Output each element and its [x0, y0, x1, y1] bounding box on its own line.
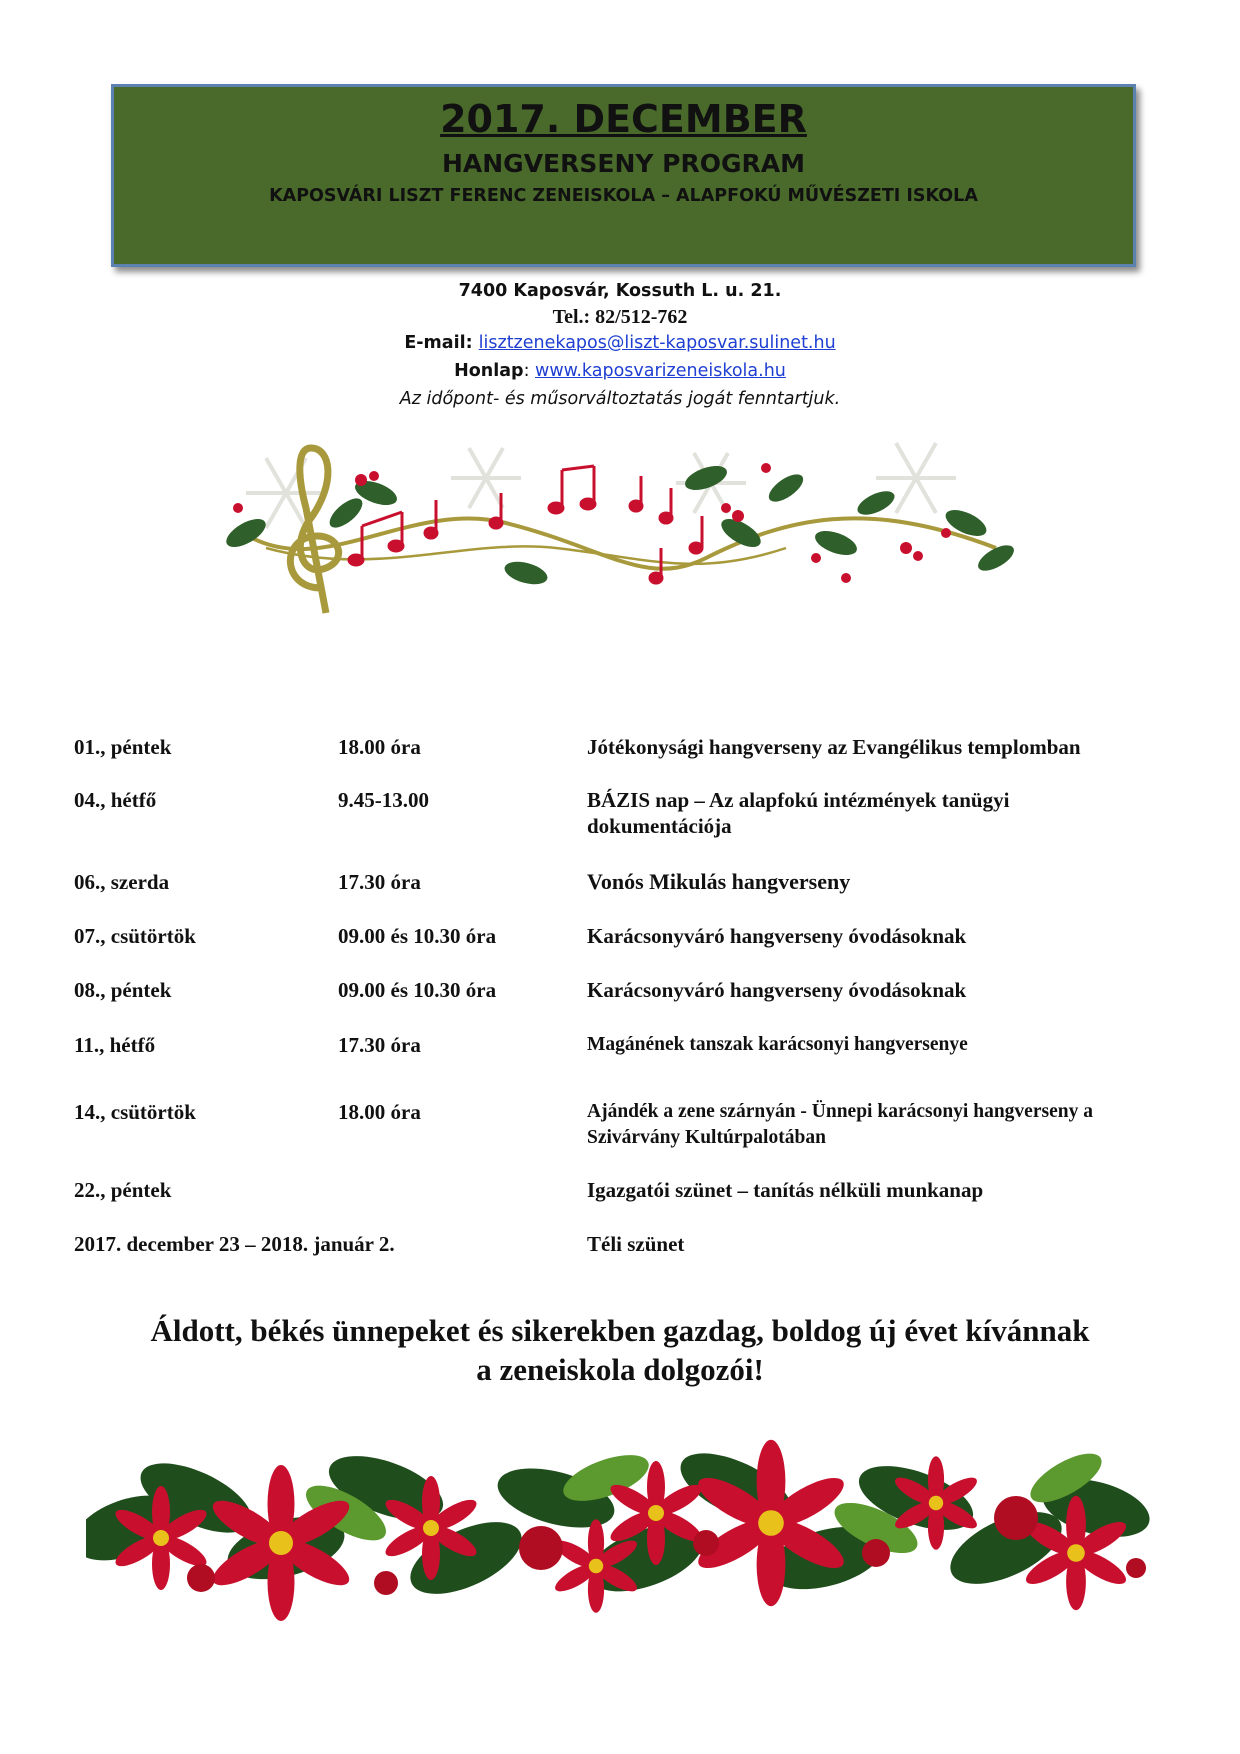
phone: Tel.: 82/512-762	[552, 306, 688, 328]
greeting	[0, 1311, 1240, 1389]
program-day: 11., hétfő	[74, 1033, 156, 1057]
program-day: 01., péntek	[74, 735, 172, 759]
program-day: 08., péntek	[74, 978, 172, 1002]
program-time: 9.45-13.00	[338, 788, 429, 812]
program-event: Igazgatói szünet – tanítás nélküli munkanap	[587, 1178, 984, 1202]
header-banner	[111, 84, 1136, 267]
email-line	[0, 333, 1240, 353]
program-event: Ajándék a zene szárnyán - Ünnepi karácsonyi hangverseny a Szivárvány Kultúrpalotában	[587, 1101, 1093, 1148]
program-time: 18.00 óra	[338, 735, 421, 759]
music-holly-decoration	[226, 438, 1016, 623]
page-subtitle: HANGVERSENY PROGRAM	[441, 149, 806, 178]
disclaimer-note: Az időpont- és műsorváltoztatás jogát fenntartjuk.	[399, 389, 841, 409]
program-time: 17.30 óra	[338, 1033, 421, 1057]
treble-clef-icon	[290, 448, 338, 613]
program-time: 09.00 és 10.30 óra	[338, 978, 497, 1002]
program-day: 04., hétfő	[74, 788, 157, 812]
program-event: Karácsonyváró hangverseny óvodásoknak	[587, 924, 967, 948]
program-time: 09.00 és 10.30 óra	[338, 924, 497, 948]
program-time: 18.00 óra	[338, 1100, 421, 1124]
program-event: Téli szünet	[587, 1232, 685, 1256]
email-label: E-mail:	[404, 333, 479, 353]
program-day: 14., csütörtök	[74, 1100, 196, 1124]
web-link[interactable]: www.kaposvarizeneiskola.hu	[535, 361, 786, 381]
web-line	[0, 361, 1240, 381]
program-event: Karácsonyváró hangverseny óvodásoknak	[587, 978, 967, 1002]
greeting-line: Áldott, békés ünnepeket és sikerekben gazdag, boldog új évet kívánnak	[150, 1313, 1090, 1348]
poinsettia-garland	[86, 1418, 1160, 1638]
address: 7400 Kaposvár, Kossuth L. u. 21.	[458, 281, 782, 301]
program-day: 07., csütörtök	[74, 924, 196, 948]
program-event: Jótékonysági hangverseny az Evangélikus templomban	[587, 735, 1081, 759]
greeting-line: a zeneiskola dolgozói!	[476, 1352, 764, 1387]
program-time: 17.30 óra	[338, 870, 421, 894]
program-event: Vonós Mikulás hangverseny	[587, 869, 851, 894]
program-day: 06., szerda	[74, 870, 170, 894]
program-day: 22., péntek	[74, 1178, 172, 1202]
page-title: 2017. DECEMBER	[440, 97, 807, 141]
holly-leaf-icon	[226, 461, 1016, 588]
program-event: Magánének tanszak karácsonyi hangversenye	[587, 1034, 968, 1055]
email-link[interactable]: lisztzenekapos@liszt-kaposvar.sulinet.hu	[478, 333, 836, 353]
program-day: 2017. december 23 – 2018. január 2.	[74, 1232, 395, 1256]
web-label: Honlap	[454, 361, 524, 381]
school-name: KAPOSVÁRI LISZT FERENC ZENEISKOLA – ALAPFOKÚ MŰVÉSZETI ISKOLA	[269, 186, 978, 206]
program-event: BÁZIS nap – Az alapfokú intézmények tanügyi dokumentációja	[587, 788, 1010, 838]
web-sep: :	[523, 361, 536, 381]
